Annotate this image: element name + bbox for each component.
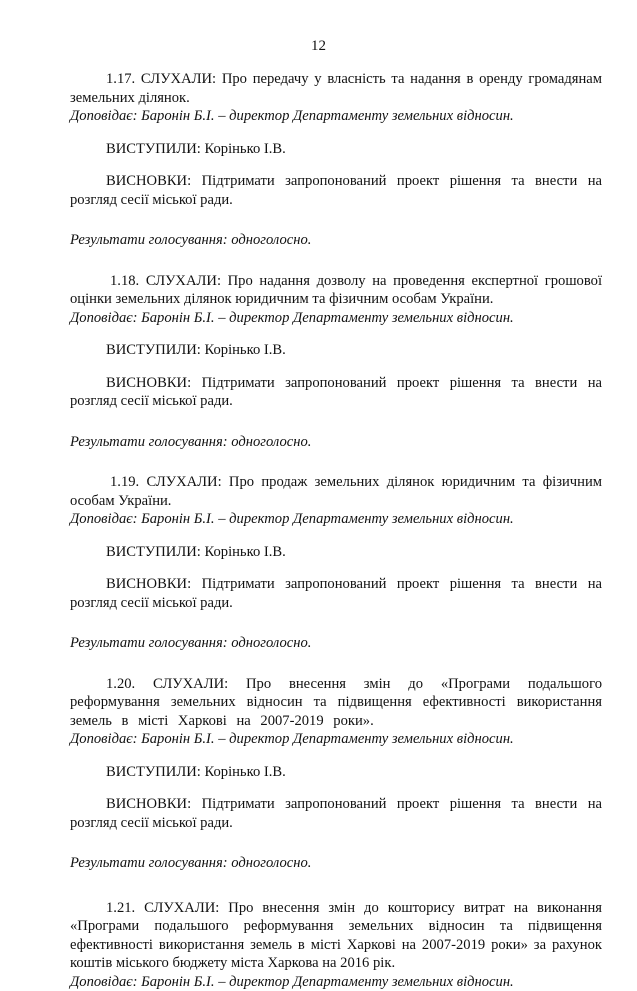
agenda-item-1-21	[70, 899, 602, 991]
reporter-line: Доповідає: Баронін Б.І. – директор Департаменту земельних відносин.	[70, 973, 602, 991]
spoke-line: ВИСТУПИЛИ: Корінько І.В.	[70, 341, 602, 360]
conclusions-paragraph: ВИСНОВКИ: Підтримати запропонований проект рішення та внести на розгляд сесії міської ради.	[70, 795, 602, 832]
conclusions-paragraph: ВИСНОВКИ: Підтримати запропонований проект рішення та внести на розгляд сесії міської ради.	[70, 575, 602, 612]
heard-paragraph: 1.19. СЛУХАЛИ: Про продаж земельних ділянок юридичним та фізичним особам України.	[70, 473, 602, 510]
spoke-line: ВИСТУПИЛИ: Корінько І.В.	[70, 543, 602, 562]
reporter-line: Доповідає: Баронін Б.І. – директор Департаменту земельних відносин.	[70, 309, 602, 328]
page-number: 12	[0, 37, 637, 56]
reporter-line: Доповідає: Баронін Б.І. – директор Департаменту земельних відносин.	[70, 730, 602, 749]
heard-paragraph: 1.17. СЛУХАЛИ: Про передачу у власність та надання в оренду громадянам земельних ділянок.	[70, 70, 602, 107]
agenda-item-1-18	[70, 272, 602, 452]
reporter-line: Доповідає: Баронін Б.І. – директор Департаменту земельних відносин.	[70, 510, 602, 529]
heard-paragraph: 1.18. СЛУХАЛИ: Про надання дозволу на проведення експертної грошової оцінки земельних ділянок юридичним та фізичним особам України.	[70, 272, 602, 309]
spoke-line: ВИСТУПИЛИ: Корінько І.В.	[70, 140, 602, 159]
agenda-item-1-19	[70, 473, 602, 653]
spoke-line: ВИСТУПИЛИ: Корінько І.В.	[70, 763, 602, 782]
vote-result: Результати голосування: одноголосно.	[70, 231, 602, 250]
heard-paragraph: 1.21. СЛУХАЛИ: Про внесення змін до кошторису витрат на виконання «Програми подальшого реформування земельних відносин та підвищення ефективності використання земель в місті Харкові на 2007-2019 роки» за рахунок коштів міського бюджету міста Харкова на 2016 рік.	[70, 899, 602, 973]
conclusions-paragraph: ВИСНОВКИ: Підтримати запропонований проект рішення та внести на розгляд сесії міської ради.	[70, 172, 602, 209]
agenda-item-1-20	[70, 675, 602, 873]
vote-result: Результати голосування: одноголосно.	[70, 433, 602, 452]
heard-paragraph: 1.20. СЛУХАЛИ: Про внесення змін до «Програми подальшого реформування земельних відносин та підвищення ефективності використання земель в місті Харкові на 2007-2019 роки».	[70, 675, 602, 731]
agenda-item-1-17	[70, 70, 602, 250]
reporter-line: Доповідає: Баронін Б.І. – директор Департаменту земельних відносин.	[70, 107, 602, 126]
vote-result: Результати голосування: одноголосно.	[70, 854, 602, 873]
document-body	[70, 70, 602, 991]
conclusions-paragraph: ВИСНОВКИ: Підтримати запропонований проект рішення та внести на розгляд сесії міської ради.	[70, 374, 602, 411]
vote-result: Результати голосування: одноголосно.	[70, 634, 602, 653]
